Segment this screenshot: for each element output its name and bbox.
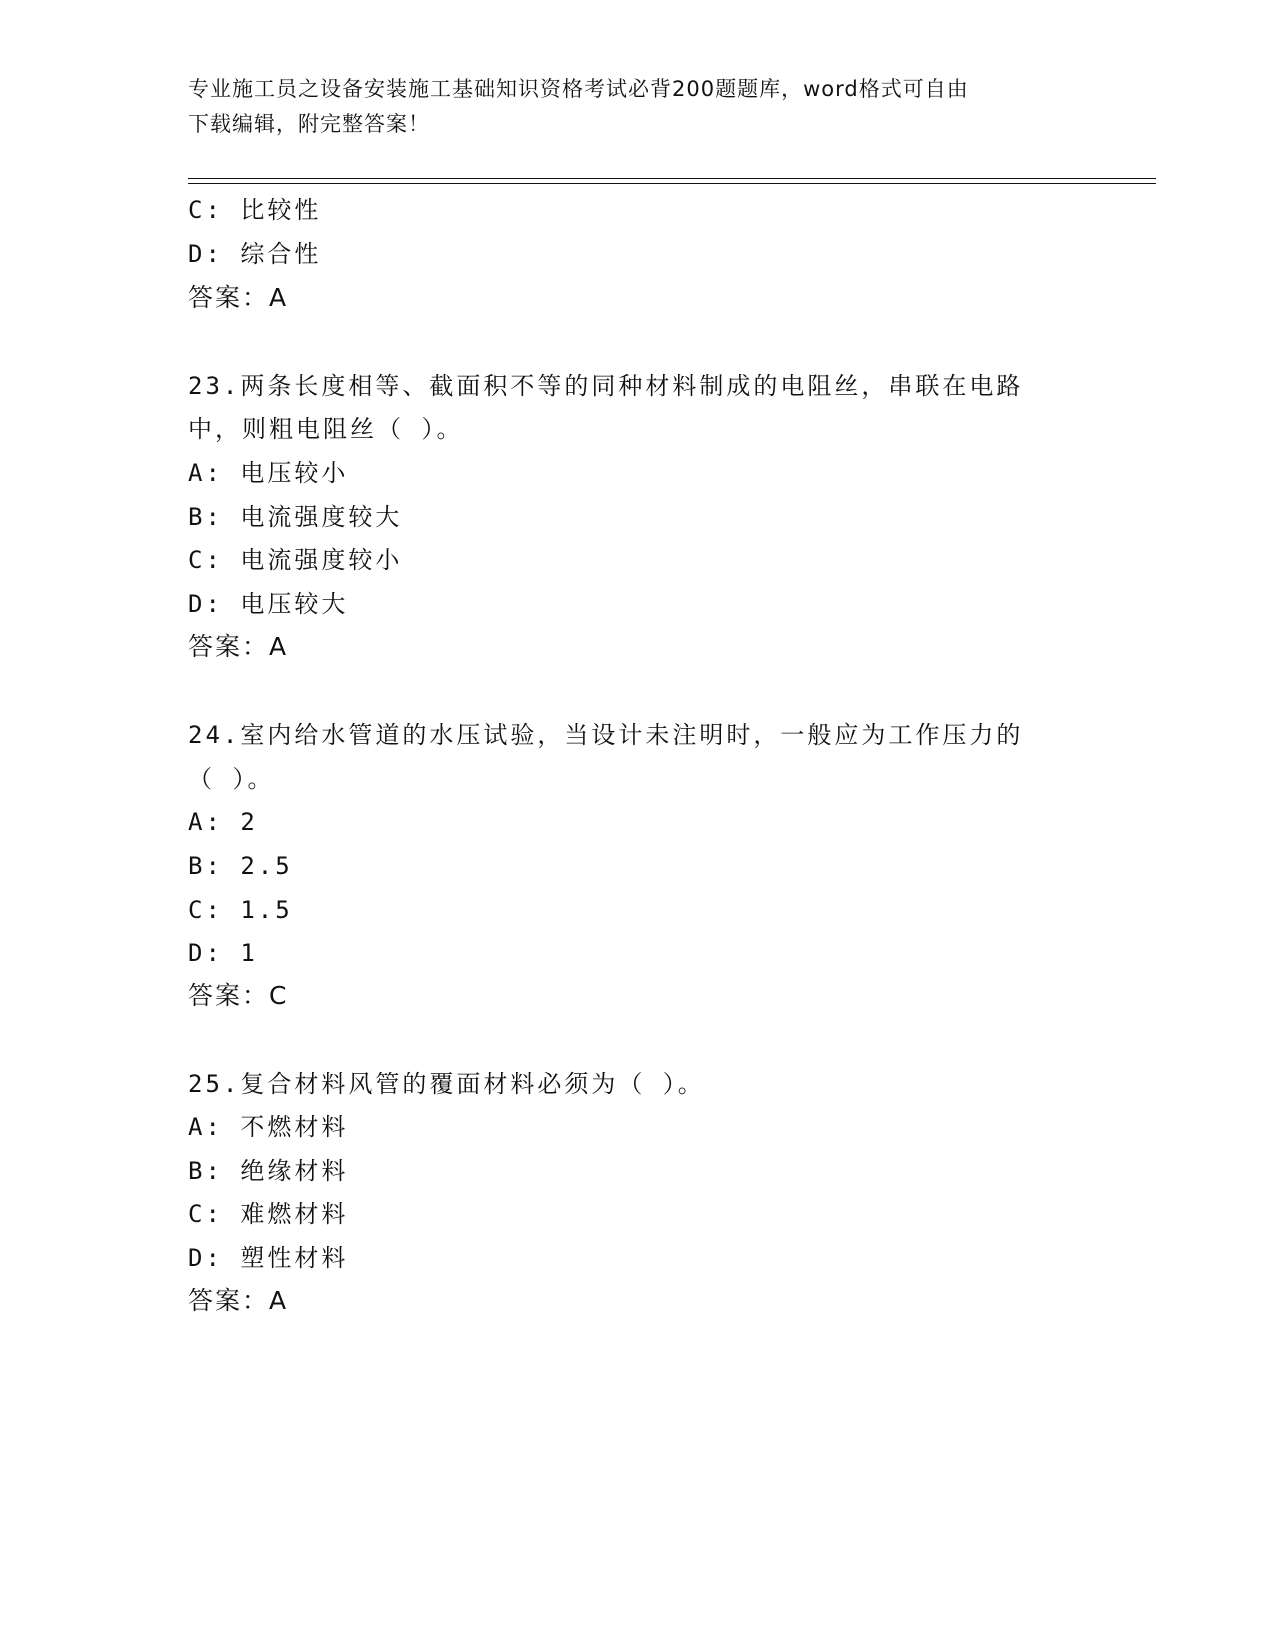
q24-answer: 答案：C xyxy=(188,981,289,1010)
q23-answer: 答案：A xyxy=(188,632,289,661)
q24-stem-line-1: 24.室内给水管道的水压试验，当设计未注明时，一般应为工作压力的 xyxy=(188,721,1024,749)
q23-option-c: C: 电流强度较小 xyxy=(188,546,403,574)
q23-stem-line-2: 中，则粗电阻丝（ ）。 xyxy=(188,415,464,443)
q25-option-a: A: 不燃材料 xyxy=(188,1113,349,1141)
document-header xyxy=(188,72,1088,142)
q22-option-c: C: 比较性 xyxy=(188,196,322,224)
header-line-1: 专业施工员之设备安装施工基础知识资格考试必背200题题库，word格式可自由 xyxy=(188,77,969,101)
q23-option-d: D: 电压较大 xyxy=(188,590,349,618)
q23-option-a: A: 电压较小 xyxy=(188,459,349,487)
q24-option-b: B: 2.5 xyxy=(188,852,293,880)
q25-stem-line-1: 25.复合材料风管的覆面材料必须为（ ）。 xyxy=(188,1070,705,1098)
q25-option-d: D: 塑性材料 xyxy=(188,1244,349,1272)
q22-option-d: D: 综合性 xyxy=(188,240,322,268)
header-divider-bottom xyxy=(188,183,1156,184)
q24-option-a: A: 2 xyxy=(188,808,258,836)
q25-answer: 答案：A xyxy=(188,1286,289,1315)
q24-option-c: C: 1.5 xyxy=(188,896,293,924)
header-divider-top xyxy=(188,178,1156,179)
q25-option-c: C: 难燃材料 xyxy=(188,1200,349,1228)
q23-option-b: B: 电流强度较大 xyxy=(188,503,403,531)
header-line-2: 下载编辑，附完整答案！ xyxy=(188,112,430,136)
q24-option-d: D: 1 xyxy=(188,939,258,967)
q23-stem-line-1: 23.两条长度相等、截面积不等的同种材料制成的电阻丝，串联在电路 xyxy=(188,372,1024,400)
q24-stem-line-2: （ ）。 xyxy=(188,765,275,793)
q25-option-b: B: 绝缘材料 xyxy=(188,1157,349,1185)
q22-answer: 答案：A xyxy=(188,283,289,312)
